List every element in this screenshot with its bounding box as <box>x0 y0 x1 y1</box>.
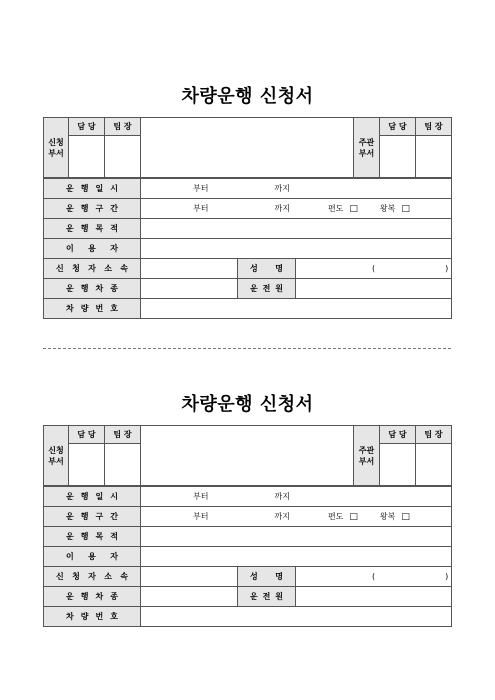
form-title: 차량운행 신청서 <box>181 394 314 415</box>
applicant-staff-sign-cell[interactable] <box>69 136 105 178</box>
label-char: 전 <box>262 592 271 601</box>
oneway-checkbox[interactable]: □ <box>349 203 358 214</box>
label-char: 속 <box>120 264 128 273</box>
operation-route-field[interactable]: 부터 까지 편도 □ 왕복 □ <box>141 507 452 527</box>
roundtrip-checkbox[interactable]: □ <box>401 203 410 214</box>
label-char: 차 <box>95 592 104 601</box>
label-char: 량 <box>80 304 89 313</box>
label-char: 자 <box>110 244 118 253</box>
managing-leader-header: 팀 장 <box>416 426 452 444</box>
operation-date-label <box>44 487 141 507</box>
label-char: 명 <box>275 264 283 273</box>
label-char: 번 <box>95 612 104 621</box>
applicant-leader-sign-cell[interactable] <box>105 136 141 178</box>
application-table <box>43 425 451 627</box>
label-char: 운 <box>66 284 74 293</box>
label-char: 자 <box>110 552 118 561</box>
label-char: 명 <box>275 572 283 581</box>
user-field[interactable] <box>141 547 452 567</box>
label-char: 속 <box>120 572 128 581</box>
form-title: 차량운행 신청서 <box>181 86 314 107</box>
label-char: 간 <box>110 512 118 521</box>
label-char: 행 <box>80 592 89 601</box>
applicant-leader-header: 팀 장 <box>105 426 141 444</box>
name-label <box>238 259 296 279</box>
label-char: 적 <box>110 532 118 541</box>
plate-number-field[interactable] <box>141 607 452 627</box>
label-char: 일 <box>95 492 104 501</box>
label-char: 행 <box>80 284 89 293</box>
label-char: 운 <box>66 224 74 233</box>
label-char: 차 <box>66 304 74 313</box>
approval-middle-area <box>141 426 354 486</box>
applicant-staff-header: 담 당 <box>69 426 105 444</box>
label-char: 종 <box>110 284 118 293</box>
label-char: 용 <box>88 244 96 253</box>
applicant-leader-header: 팀 장 <box>105 118 141 136</box>
user-field[interactable] <box>141 239 452 259</box>
label-char: 자 <box>88 572 96 581</box>
name-field[interactable]: ( ) <box>296 567 452 587</box>
label-char: 운 <box>66 512 74 521</box>
roundtrip-checkbox[interactable]: □ <box>401 511 410 522</box>
label-char: 성 <box>250 572 258 581</box>
oneway-checkbox[interactable]: □ <box>349 511 358 522</box>
label-char: 원 <box>275 592 283 601</box>
label-char: 행 <box>80 204 89 213</box>
label-char: 운 <box>66 204 74 213</box>
label-char: 신 <box>56 572 64 581</box>
label-char: 시 <box>110 184 118 193</box>
label-char: 목 <box>95 224 104 233</box>
label-char: 시 <box>110 492 118 501</box>
managing-staff-header: 담 당 <box>380 426 416 444</box>
label-char: 목 <box>95 532 104 541</box>
applicant-affiliation-label <box>44 567 141 587</box>
label-char: 성 <box>250 264 258 273</box>
driver-label <box>238 279 296 299</box>
label-char: 일 <box>95 184 104 193</box>
vehicle-type-label <box>44 279 141 299</box>
label-char: 량 <box>80 612 89 621</box>
label-char: 행 <box>80 492 89 501</box>
label-char: 이 <box>66 244 74 253</box>
managing-department-label: 주관 부서 <box>354 118 380 178</box>
operation-date-field[interactable]: 부터 까지 <box>141 487 452 507</box>
managing-leader-sign-cell[interactable] <box>416 136 452 178</box>
name-field[interactable]: ( ) <box>296 259 452 279</box>
label-char: 청 <box>72 572 80 581</box>
operation-date-label <box>44 179 141 199</box>
name-label <box>238 567 296 587</box>
operation-purpose-field[interactable] <box>141 527 452 547</box>
applicant-affiliation-field[interactable] <box>141 259 238 279</box>
label-char: 운 <box>250 592 258 601</box>
label-char: 행 <box>80 224 89 233</box>
operation-purpose-label <box>44 527 141 547</box>
vehicle-type-field[interactable] <box>141 587 238 607</box>
plate-number-label <box>44 607 141 627</box>
managing-leader-header: 팀 장 <box>416 118 452 136</box>
label-char: 구 <box>95 204 104 213</box>
application-table <box>43 117 451 319</box>
managing-staff-sign-cell[interactable] <box>380 136 416 178</box>
label-char: 소 <box>104 264 112 273</box>
applicant-department-label: 신청 부서 <box>44 426 69 486</box>
managing-leader-sign-cell[interactable] <box>416 444 452 486</box>
label-char: 행 <box>80 512 89 521</box>
applicant-leader-sign-cell[interactable] <box>105 444 141 486</box>
label-char: 원 <box>275 284 283 293</box>
label-char: 신 <box>56 264 64 273</box>
label-char: 용 <box>88 552 96 561</box>
label-char: 호 <box>110 304 118 313</box>
plate-number-label <box>44 299 141 319</box>
label-char: 청 <box>72 264 80 273</box>
label-char: 호 <box>110 612 118 621</box>
applicant-affiliation-field[interactable] <box>141 567 238 587</box>
label-char: 운 <box>66 592 74 601</box>
label-char: 운 <box>250 284 258 293</box>
label-char: 행 <box>80 532 89 541</box>
applicant-staff-sign-cell[interactable] <box>69 444 105 486</box>
operation-route-label <box>44 199 141 219</box>
managing-department-label: 주관 부서 <box>354 426 380 486</box>
managing-staff-header: 담 당 <box>380 118 416 136</box>
label-char: 운 <box>66 184 74 193</box>
label-char: 전 <box>262 284 271 293</box>
label-char: 행 <box>80 184 89 193</box>
label-char: 종 <box>110 592 118 601</box>
cut-line-divider <box>43 348 451 349</box>
label-char: 소 <box>104 572 112 581</box>
label-char: 간 <box>110 204 118 213</box>
user-label <box>44 239 141 259</box>
driver-field[interactable] <box>296 279 452 299</box>
applicant-staff-header: 담 당 <box>69 118 105 136</box>
label-char: 적 <box>110 224 118 233</box>
user-label <box>44 547 141 567</box>
applicant-affiliation-label <box>44 259 141 279</box>
managing-staff-sign-cell[interactable] <box>380 444 416 486</box>
operation-route-field[interactable]: 부터 까지 편도 □ 왕복 □ <box>141 199 452 219</box>
vehicle-type-field[interactable] <box>141 279 238 299</box>
driver-field[interactable] <box>296 587 452 607</box>
applicant-department-label: 신청 부서 <box>44 118 69 178</box>
vehicle-type-label <box>44 587 141 607</box>
label-char: 번 <box>95 304 104 313</box>
label-char: 차 <box>95 284 104 293</box>
driver-label <box>238 587 296 607</box>
operation-route-label <box>44 507 141 527</box>
label-char: 차 <box>66 612 74 621</box>
plate-number-field[interactable] <box>141 299 452 319</box>
operation-purpose-label <box>44 219 141 239</box>
operation-purpose-field[interactable] <box>141 219 452 239</box>
label-char: 자 <box>88 264 96 273</box>
approval-middle-area <box>141 118 354 178</box>
operation-date-field[interactable]: 부터 까지 <box>141 179 452 199</box>
label-char: 이 <box>66 552 74 561</box>
label-char: 운 <box>66 492 74 501</box>
label-char: 구 <box>95 512 104 521</box>
label-char: 운 <box>66 532 74 541</box>
